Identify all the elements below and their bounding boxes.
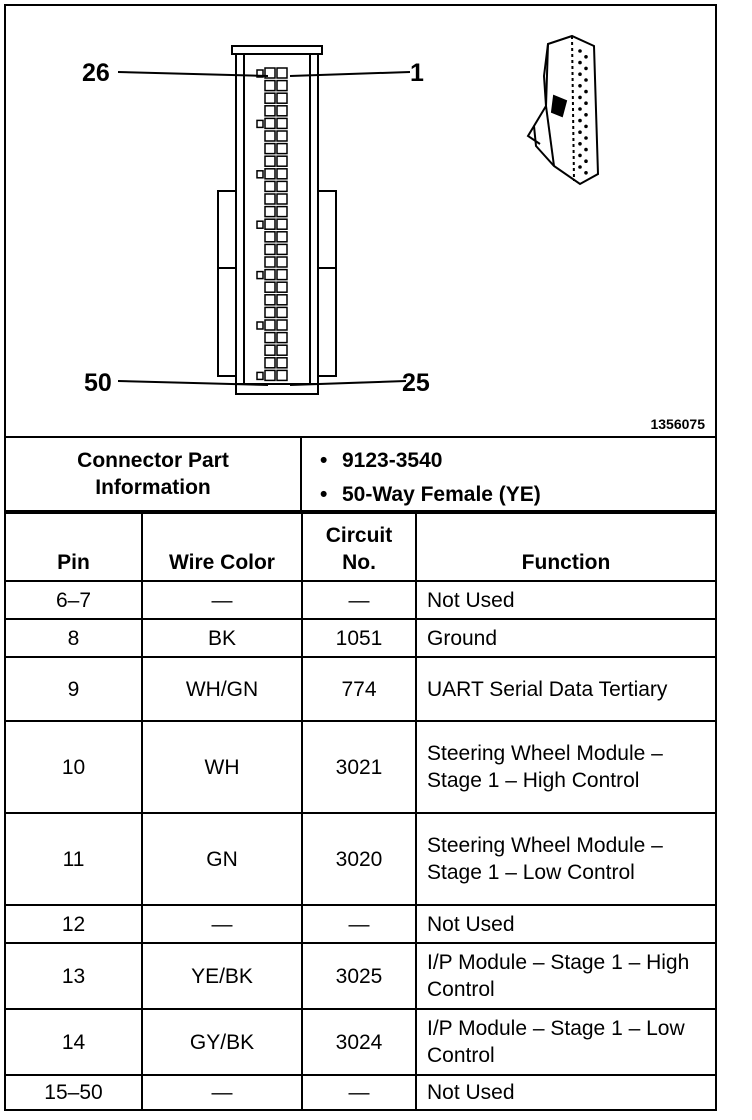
connector-part-info (6, 438, 715, 512)
pin-cavity (265, 370, 275, 380)
pin-cavity (265, 207, 275, 217)
table-row (6, 1009, 715, 1075)
figure-id: 1356075 (650, 416, 705, 432)
function-cell: Steering Wheel Module – Stage 1 – Low Control (416, 813, 715, 905)
function-cell: Ground (416, 619, 715, 657)
circuit-cell: 1051 (302, 619, 416, 657)
connector-pin-dot (578, 130, 582, 134)
pin-cavity (265, 345, 275, 355)
connector-pin-dot (578, 119, 582, 123)
table-row (6, 619, 715, 657)
pin-cavity (265, 358, 275, 368)
connector-pin-dot (584, 171, 588, 175)
table-row (6, 943, 715, 1009)
wire-color-cell: BK (142, 619, 302, 657)
connector-pin-dot (578, 154, 582, 158)
pin-cavity (277, 81, 287, 91)
connector-pin-dot (578, 96, 582, 100)
connector-diagram (6, 6, 715, 438)
circuit-cell: 3020 (302, 813, 416, 905)
pin-cavity (265, 307, 275, 317)
pin-cavity (265, 295, 275, 305)
wire-color-cell: GY/BK (142, 1009, 302, 1075)
pin-cavity (277, 345, 287, 355)
pin-cavity (277, 370, 287, 380)
function-cell: I/P Module – Stage 1 – Low Control (416, 1009, 715, 1075)
pin-cavity (265, 320, 275, 330)
pin-cavity (265, 144, 275, 154)
pin-cavity (277, 118, 287, 128)
circuit-cell: — (302, 905, 416, 943)
wire-color-cell: YE/BK (142, 943, 302, 1009)
pin-cavity (277, 131, 287, 141)
pin-cavity (265, 131, 275, 141)
pin-cell: 8 (6, 619, 142, 657)
pin-cavity (277, 307, 287, 317)
part-info-label: Connector Part Information (6, 438, 302, 510)
connector-pin-dot (584, 136, 588, 140)
pin-cavity (265, 282, 275, 292)
pin-cavity (277, 156, 287, 166)
connector-pin-dot (578, 61, 582, 65)
circuit-cell: 3024 (302, 1009, 416, 1075)
table-row (6, 581, 715, 619)
circuit-cell: 3021 (302, 721, 416, 813)
pin-cell: 13 (6, 943, 142, 1009)
pin-cavity (265, 194, 275, 204)
function-cell: I/P Module – Stage 1 – High Control (416, 943, 715, 1009)
pin-cavity (265, 81, 275, 91)
circuit-cell: 774 (302, 657, 416, 721)
connector-pin-dot (584, 125, 588, 129)
wire-color-cell: GN (142, 813, 302, 905)
header-function: Function (416, 513, 715, 581)
connector-pin-dot (584, 67, 588, 71)
connector-pin-dot (578, 49, 582, 53)
connector-document (4, 4, 717, 1111)
pin-latch (257, 171, 263, 178)
pin-cavity (277, 295, 287, 305)
function-cell: Steering Wheel Module – Stage 1 – High Control (416, 721, 715, 813)
pin-cavity (277, 219, 287, 229)
pin-cavity (265, 244, 275, 254)
pin-cavity (277, 244, 287, 254)
table-row (6, 813, 715, 905)
function-cell: Not Used (416, 1075, 715, 1109)
pin-cell: 9 (6, 657, 142, 721)
connector-pin-dot (584, 113, 588, 117)
header-circuit-no: Circuit No. (302, 513, 416, 581)
connector-pin-dot (578, 165, 582, 169)
pin-cavity (277, 68, 287, 78)
pin-cavity (277, 194, 287, 204)
pinout-table (6, 512, 715, 1109)
pin-cavity (277, 333, 287, 343)
pin-cavity (277, 320, 287, 330)
connector-pin-dot (578, 107, 582, 111)
pin-label-50: 50 (84, 369, 112, 397)
connector-type: • 50-Way Female (YE) (342, 478, 715, 512)
table-row (6, 657, 715, 721)
part-info-list (302, 438, 715, 510)
pin-cavity (265, 169, 275, 179)
function-cell: Not Used (416, 581, 715, 619)
header-pin: Pin (6, 513, 142, 581)
pin-label-25: 25 (402, 369, 430, 397)
circuit-cell: — (302, 581, 416, 619)
wire-color-cell: — (142, 581, 302, 619)
pin-cavity (277, 282, 287, 292)
pin-cell: 10 (6, 721, 142, 813)
pin-cavity (277, 207, 287, 217)
pin-label-1: 1 (410, 59, 424, 87)
pin-cavity (277, 270, 287, 280)
pin-latch (257, 221, 263, 228)
connector-drawing (6, 6, 715, 436)
pin-latch (257, 372, 263, 379)
wire-color-cell: — (142, 905, 302, 943)
pin-cavity (277, 358, 287, 368)
connector-pin-dot (584, 90, 588, 94)
connector-pin-dot (578, 84, 582, 88)
connector-pin-dot (578, 142, 582, 146)
pin-cavity (277, 181, 287, 191)
wire-color-cell: WH (142, 721, 302, 813)
wire-color-cell: WH/GN (142, 657, 302, 721)
pin-cavity (277, 144, 287, 154)
pin-cavity (277, 232, 287, 242)
function-cell: Not Used (416, 905, 715, 943)
pin-cavity (265, 333, 275, 343)
pin-cavity (277, 93, 287, 103)
wire-color-cell: — (142, 1075, 302, 1109)
part-number: • 9123-3540 (342, 444, 715, 478)
connector-pin-dot (584, 55, 588, 59)
table-row (6, 721, 715, 813)
pin-cell: 14 (6, 1009, 142, 1075)
pin-cavity (265, 156, 275, 166)
circuit-cell: — (302, 1075, 416, 1109)
pin-cavity (265, 93, 275, 103)
circuit-cell: 3025 (302, 943, 416, 1009)
pin-cell: 15–50 (6, 1075, 142, 1109)
table-row (6, 905, 715, 943)
pin-cavity-grid (257, 68, 287, 380)
pin-cavity (277, 257, 287, 267)
pin-cavity (265, 270, 275, 280)
connector-pin-dot (578, 72, 582, 76)
pin-cell: 6–7 (6, 581, 142, 619)
pin-cavity (265, 118, 275, 128)
pin-cavity (265, 181, 275, 191)
function-cell: UART Serial Data Tertiary (416, 657, 715, 721)
table-row (6, 1075, 715, 1109)
pin-cavity (265, 257, 275, 267)
pin-cavity (277, 106, 287, 116)
header-wire-color: Wire Color (142, 513, 302, 581)
pin-cavity (265, 232, 275, 242)
pin-latch (257, 272, 263, 279)
pin-cell: 12 (6, 905, 142, 943)
connector-pin-dot (584, 148, 588, 152)
pin-label-26: 26 (82, 59, 110, 87)
pin-cell: 11 (6, 813, 142, 905)
pin-latch (257, 322, 263, 329)
pin-latch (257, 120, 263, 127)
connector-pin-dot (584, 101, 588, 105)
connector-pin-dot (584, 159, 588, 163)
pin-cavity (277, 169, 287, 179)
pin-cavity (265, 219, 275, 229)
pin-cavity (265, 106, 275, 116)
connector-pin-dot (584, 78, 588, 82)
